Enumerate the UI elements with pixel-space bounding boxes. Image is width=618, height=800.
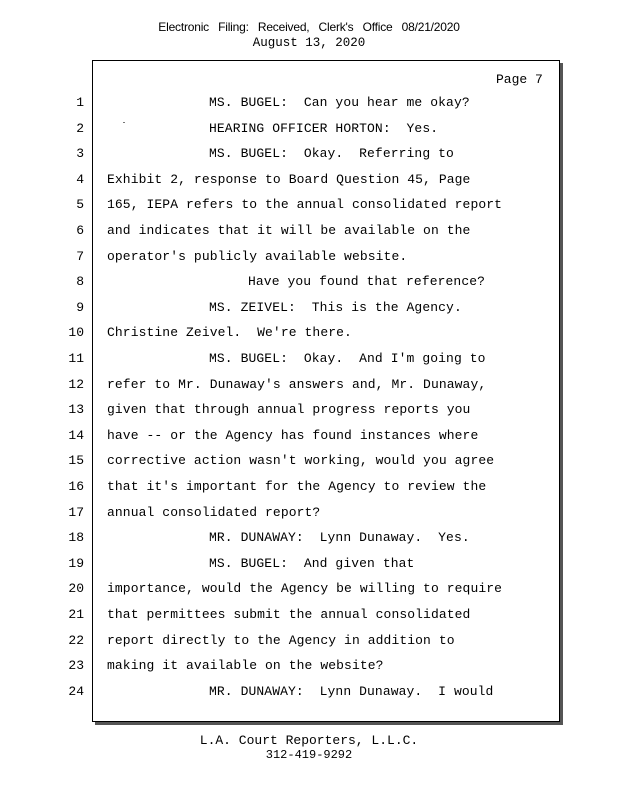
transcript-line: that permittees submit the annual consolidated	[107, 607, 471, 622]
transcript-line: and indicates that it will be available on the	[107, 223, 471, 238]
line-number: 9	[76, 299, 84, 315]
transcript-line: MS. BUGEL: Okay. Referring to	[209, 146, 454, 162]
line-number: 14	[68, 427, 84, 443]
line-number: 23	[68, 658, 84, 674]
line-number: 10	[68, 325, 84, 341]
transcript-line: Have you found that reference?	[248, 274, 486, 290]
line-number: 11	[68, 351, 84, 366]
line-number: 15	[68, 453, 84, 469]
transcript-line: MS. BUGEL: And given that	[209, 555, 415, 571]
line-number: 19	[68, 555, 84, 571]
transcript-line: given that through annual progress reports you	[107, 402, 471, 418]
line-number: 16	[68, 479, 84, 494]
line-number: 12	[68, 376, 84, 392]
line-number: 6	[76, 223, 84, 238]
line-number: 22	[68, 632, 84, 648]
transcript-line: MS. ZEIVEL: This is the Agency.	[209, 299, 462, 315]
line-number: 7	[76, 248, 84, 264]
footer-company: L.A. Court Reporters, L.L.C.	[199, 733, 419, 748]
filing-stamp: Electronic Filing: Received, Clerk's Office 08/21/2020	[158, 20, 460, 34]
transcript-line: MS. BUGEL: Okay. And I'm going to	[209, 351, 486, 366]
line-number: 13	[68, 402, 84, 418]
line-number: 5	[76, 197, 84, 213]
transcript-line: Exhibit 2, response to Board Question 45, Page	[107, 171, 471, 187]
transcript-line: operator's publicly available website.	[107, 248, 408, 264]
line-number: 3	[76, 146, 84, 162]
line-number: 2	[76, 120, 84, 136]
line-number: 1	[76, 95, 84, 110]
transcript-line: report directly to the Agency in addition to	[107, 632, 455, 648]
transcript-line: HEARING OFFICER HORTON: Yes.	[209, 120, 439, 136]
transcript-line: that it's important for the Agency to review the	[107, 479, 487, 494]
line-number: 24	[68, 683, 84, 699]
transcript-line: making it available on the website?	[107, 658, 384, 674]
transcript-line: MS. BUGEL: Can you hear me okay?	[209, 95, 470, 110]
transcript-line: Christine Zeivel. We're there.	[107, 325, 352, 341]
line-number: 21	[68, 607, 84, 622]
transcript-line: annual consolidated report?	[107, 504, 321, 520]
transcript-date: August 13, 2020	[252, 36, 366, 50]
transcript-line: importance, would the Agency be willing to require	[107, 581, 503, 597]
transcript-line: corrective action wasn't working, would you agree	[107, 453, 495, 469]
transcript-line: refer to Mr. Dunaway's answers and, Mr. Dunaway,	[107, 376, 487, 392]
footer-phone: 312-419-9292	[265, 748, 353, 762]
page-number: Page 7	[496, 72, 543, 87]
line-number: 18	[68, 530, 84, 546]
transcript-line: MR. DUNAWAY: Lynn Dunaway. Yes.	[209, 530, 470, 546]
transcript-line: 165, IEPA refers to the annual consolidated report	[107, 197, 503, 213]
line-number: 4	[76, 171, 84, 187]
transcript-line: have -- or the Agency has found instances where	[107, 427, 479, 443]
scan-speck	[123, 122, 125, 123]
transcript-line: MR. DUNAWAY: Lynn Dunaway. I would	[209, 683, 494, 699]
line-number: 17	[68, 504, 84, 520]
line-number: 8	[76, 274, 84, 290]
line-number: 20	[68, 581, 84, 597]
